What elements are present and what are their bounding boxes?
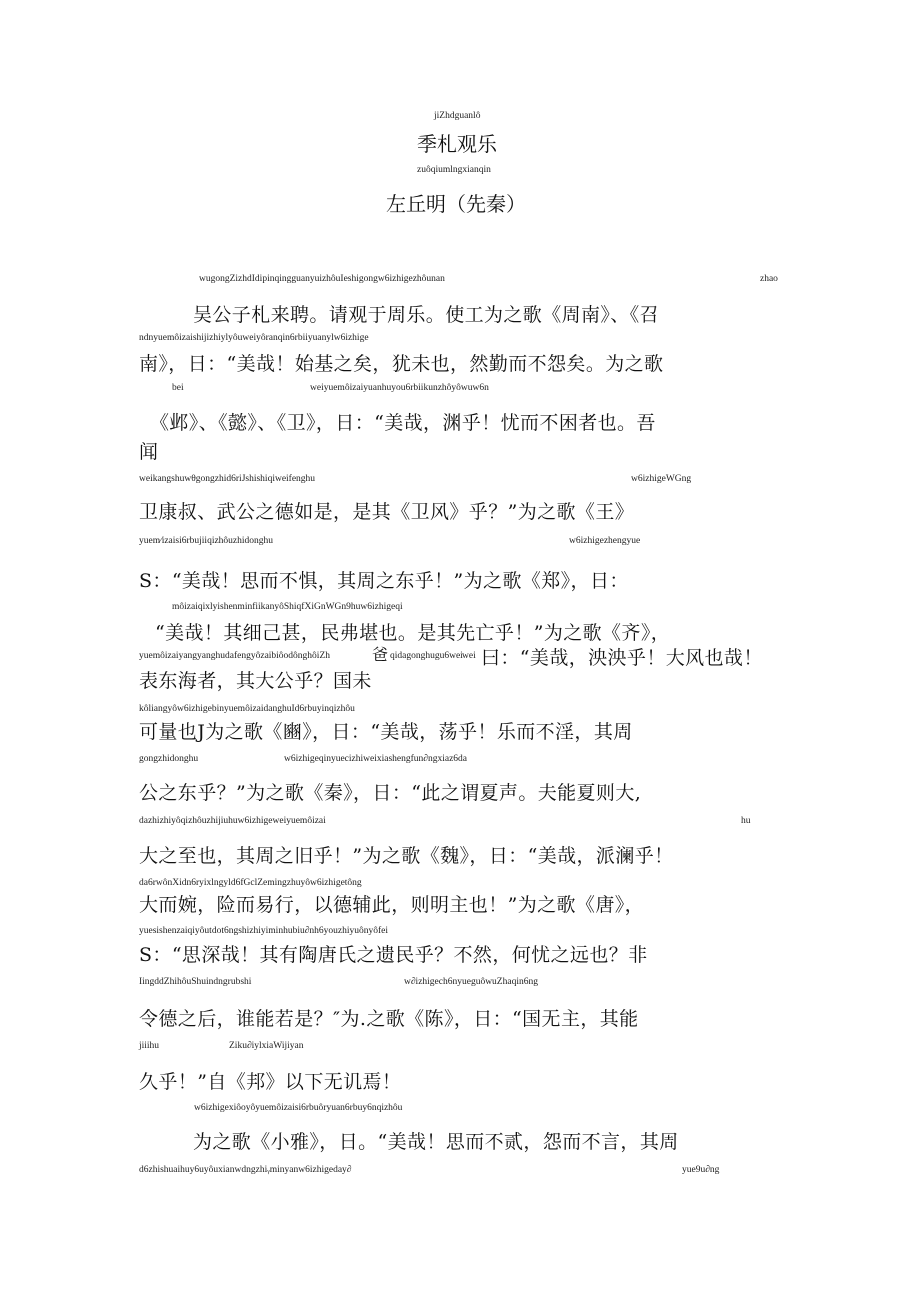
text-line-13: 令德之后，谁能若是？″为.之歌《陈》，日：“国无主，其能 (139, 1008, 639, 1030)
pinyin-line-6: môizaiqixlyishenminfiikanyôShiqfXiGnWGn9huw6izhigeqi (172, 602, 403, 612)
text-line-10: 大之至也，其周之旧乎！”为之歌《魏》，日：“美哉，派澜乎！ (139, 845, 674, 867)
pinyin-line-7-after: wei (462, 651, 476, 661)
text-line-8: 可量也J为之歌《豳》，日：“美哉，荡乎！乐而不淫，其周 (139, 721, 633, 743)
author-pinyin: zuôqiumlngxianqin (417, 165, 491, 175)
pinyin-line-2: ndnyuemôizaishijizhiylyôuweiyôranqin6rbiiyuanylw6izhige (139, 333, 369, 343)
text-line-12: S：“思深哉！其有陶唐氏之遗民乎？不然，何忧之远也？非 (139, 944, 648, 966)
text-line-1: 吴公子札来聘。请观于周乐。使工为之歌《周南》、《召 (193, 304, 660, 326)
pinyin-line-1: wugongZizhdIdipinqingguanyuizhôuIeshigongw6izhigezhôunan (199, 274, 445, 284)
inline-character: 爸 (372, 645, 389, 664)
text-line-14: 久乎！”自《邦》以下无讥焉！ (139, 1071, 402, 1093)
pinyin-line-4: weikangshuwθgongzhid6riJshishiqiweifenghu (139, 474, 316, 484)
pinyin-line-10: dazhizhiyôqizhôuzhijiuhuw6izhigeweiyuemôizai (139, 816, 326, 826)
pinyin-line-10-right: hu (741, 816, 751, 826)
pinyin-line-14-right: Ziku∂iylxiaWijiyan (229, 1041, 304, 1051)
pinyin-line-5-right: w6izhigezhengyue (569, 536, 641, 546)
text-line-6: “美哉！其细己甚，民弗堪也。是其先亡乎！”为之歌《齐》， (155, 622, 671, 644)
pinyin-line-7: yuemôizaiyangyanghudafengyôzaibiôodônghôiZh (139, 651, 331, 661)
pinyin-line-15: w6izhigexiôoyôyuemôizaisi6rbuôryuan6rbuy6nqizhôu (194, 1103, 403, 1113)
pinyin-line-3: bei (172, 383, 184, 393)
author-line: 左丘明（先秦） (386, 192, 526, 216)
pinyin-line-13-right: w∂izhigech6nyueguôwuZhaqin6ng (404, 977, 538, 987)
text-line-9: 公之东乎？”为之歌《秦》，日：“此之谓夏声。夫能夏则大, (139, 782, 642, 804)
text-line-5: S：“美哉！思而不惧，其周之东乎！”为之歌《郑》，日： (139, 570, 629, 592)
pinyin-line-5: yuem⁄izaisi6rbujiiqizhôuzhidonghu (139, 536, 274, 546)
pinyin-line-4-right: w6izhigeWGng (631, 474, 692, 484)
text-line-11: 大而婉，险而易行，以德辅此，则明主也！”为之歌《唐》， (139, 894, 645, 916)
pinyin-line-7-right: qidagonghugu6wei (390, 651, 463, 661)
pinyin-line-16-right: yue9u∂ng (682, 1165, 720, 1175)
text-line-3b: 闻 (139, 441, 159, 463)
text-line-15: 为之歌《小雅》，日。“美哉！思而不贰，怨而不言，其周 (193, 1131, 679, 1153)
pinyin-line-8: kôliangyôw6izhigebinyuemôizaidanghuId6rbuyinqizhôu (139, 704, 355, 714)
pinyin-line-16: d6zhishuaihuy6uyôuxianwdngzhiᵧminyanw6izhigeday∂ (139, 1165, 352, 1175)
title-pinyin: jiZhdguanlô (434, 111, 481, 121)
pinyin-line-13: IingddZhihôuShuindngrubshi (139, 977, 252, 987)
pinyin-line-9-right: w6izhigeqinyuecizhiweixiashengfun∂ngxiaz6da (284, 754, 468, 764)
pinyin-line-1-right: zhao (760, 274, 778, 284)
pinyin-line-12: yuesishenzaiqiyôutdot6ngshizhiyiminhubiu∂nh6youzhiyuônyôfei (139, 926, 389, 936)
text-line-4: 卫康叔、武公之德如是，是其《卫风》乎？”为之歌《王》 (139, 501, 635, 523)
text-line-2: 南》，日：“美哉！始基之矣，犹未也，然勤而不怨矣。为之歌 (139, 353, 664, 375)
text-line-3: 《邺》、《懿》、《卫》，日：“美哉，渊乎！忧而不困者也。吾 (150, 412, 656, 434)
pinyin-line-9: gongzhidonghu (139, 754, 199, 764)
pinyin-line-14: jiiihu (139, 1041, 160, 1051)
text-line-7: 曰：“美哉，泱泱乎！大风也哉！ (481, 647, 763, 669)
pinyin-line-3-right: weiyuemôizaiyuanhuyou6rbiikunzhôyôwuw6n (310, 383, 489, 393)
text-line-7b: 表东海者，其大公乎？国未 (139, 670, 372, 692)
page-title: 季札观乐 (417, 132, 497, 156)
pinyin-line-11: da6rwônXidn6ryixlngyld6fGclZemingzhuyôw6izhigetông (139, 878, 362, 888)
